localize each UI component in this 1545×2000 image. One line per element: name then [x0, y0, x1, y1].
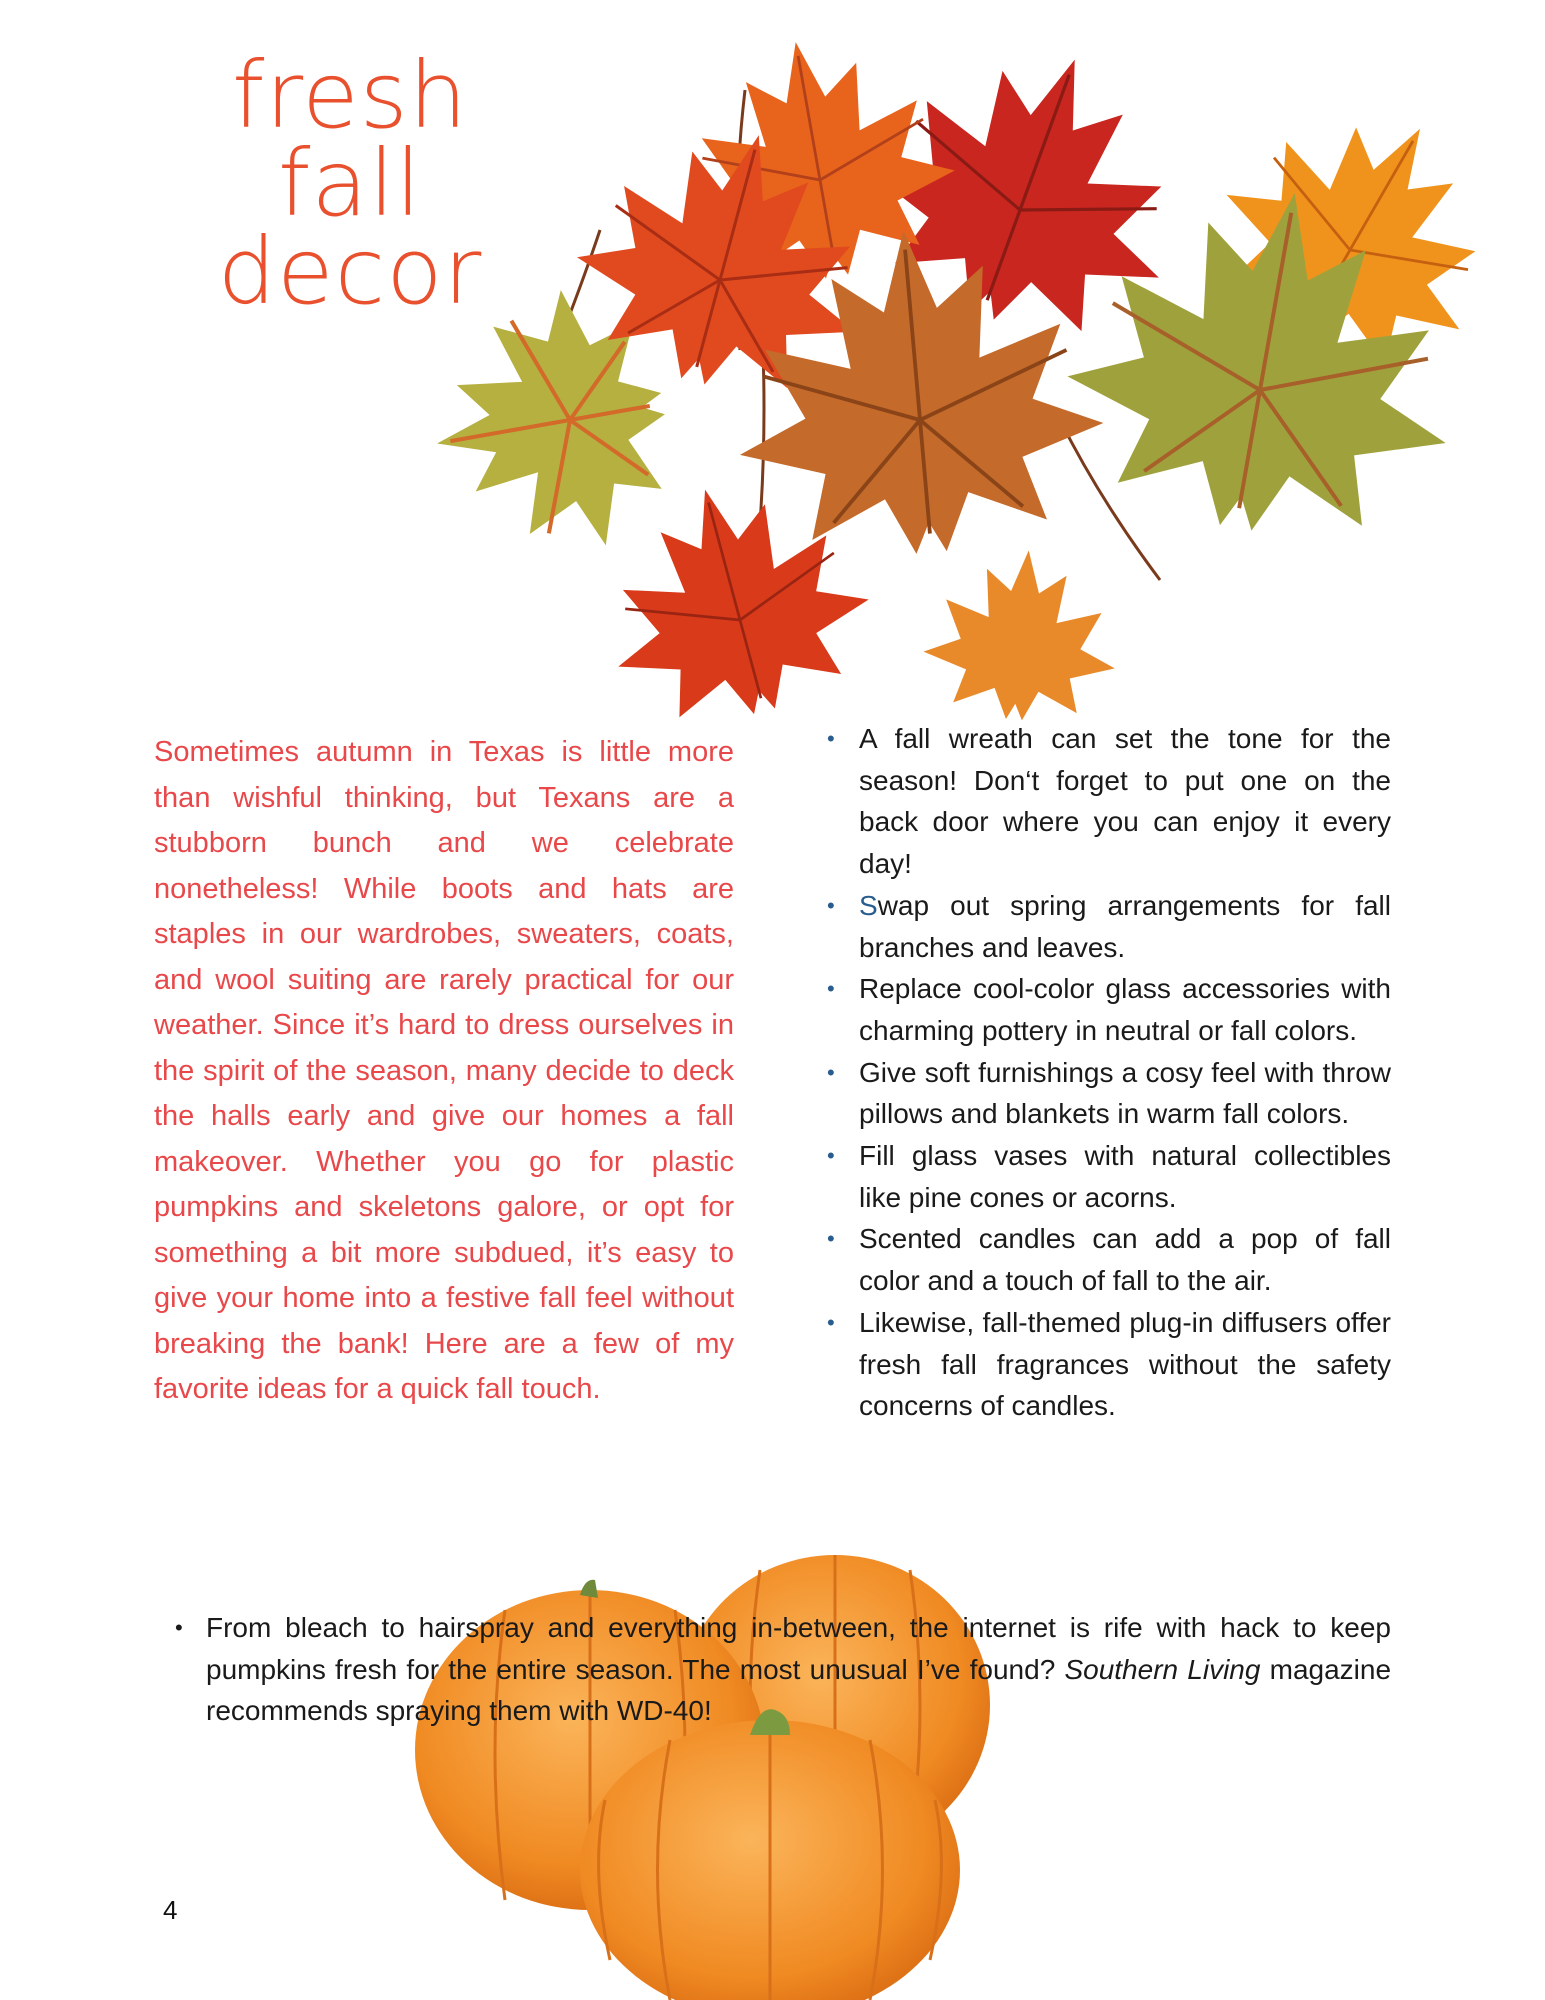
title-line-3: decor [217, 218, 483, 325]
highlighted-letter: S [859, 889, 878, 921]
intro-paragraph: Sometimes autumn in Texas is little more than wishful thinking, but Texans are a stubborn bunch and we celebrate nonetheless! While boots and hats are staples in our wardrobes, sweaters, coats, and wool suiting are rarely practical for our weather. Since it’s hard to dress ourselves in the spirit of the season, many decide to deck the halls early and give our homes a fall makeover. Whether you go for plastic pumpkins and skeletons galore, or opt for something a bit more subdued, it’s easy to give your home into a festive fall feel without breaking the bank! Here are a few of my favorite ideas for a quick fall touch. [154, 736, 734, 1405]
list-item: • Scented candles can add a pop of fall color and a touch of fall to the air. [827, 1218, 1391, 1301]
pumpkin-tip-text: From bleach to hairspray and everything in-between, the internet is rife with hack to keep pumpkins fresh for the entire season. The most unusual I’ve found? [206, 1612, 1391, 1685]
list-item: • Likewise, fall-themed plug-in diffusers offer fresh fall fragrances without the safety concerns of candles. [827, 1302, 1391, 1427]
title-line-1: fresh [231, 42, 469, 149]
list-item: • Fill glass vases with natural collectibles like pine cones or acorns. [827, 1135, 1391, 1218]
leaf-orange-bottom [918, 542, 1124, 728]
pumpkin-tip-end: magazine recommends spraying them with WD-40! [206, 1653, 1392, 1727]
pumpkin-tip-list [175, 1607, 1391, 1732]
magazine-name: Southern Living [1064, 1653, 1261, 1685]
list-item [175, 1607, 1391, 1732]
list-item: • Replace cool-color glass accessories with charming pottery in neutral or fall colors. [827, 968, 1391, 1051]
list-item: • Give soft furnishings a cosy feel with throw pillows and blankets in warm fall colors. [827, 1052, 1391, 1135]
page-number: 4 [163, 1895, 178, 1925]
list-item [827, 885, 1391, 968]
title-line-2: fall [278, 130, 422, 237]
fall-tips-list [827, 718, 1391, 1427]
autumn-leaves-illustration [300, 20, 1545, 740]
list-item: • A fall wreath can set the tone for the season! Don‘t forget to put one on the back door where you can enjoy it every day! [827, 718, 1391, 885]
list-item-text: wap out spring arrangements for fall branches and leaves. [859, 889, 1391, 963]
